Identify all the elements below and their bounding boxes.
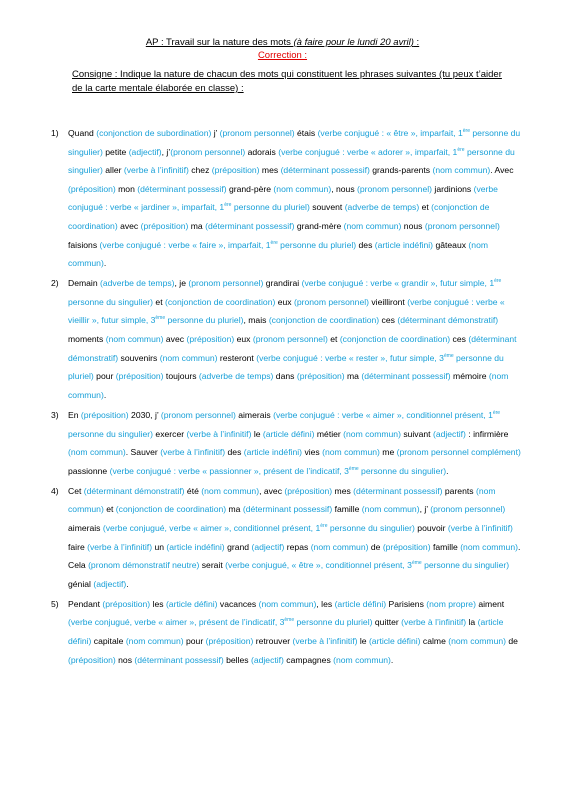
sentence-text: été (184, 485, 202, 496)
sentence-text: la (466, 617, 478, 628)
grammar-annotation: (adjectif) (93, 578, 127, 589)
grammar-annotation: (conjonction de coordination) (68, 202, 490, 231)
grammar-annotation: ère (492, 410, 501, 417)
grammar-annotation: (pronom personnel) (252, 334, 328, 345)
grammar-annotation: (conjonction de coordination) (115, 504, 227, 515)
sentence-text: ces (379, 315, 398, 326)
grammar-annotation: (verbe conjugué : « être », imparfait, 1 (317, 128, 463, 138)
item-number: 2) (51, 278, 59, 289)
grammar-annotation: (préposition) (296, 371, 345, 382)
grammar-annotation: (déterminant possessif) (353, 485, 443, 496)
exercise-item (45, 482, 525, 594)
grammar-annotation: (article défini) (262, 428, 315, 439)
sentence-text: , mais (243, 315, 269, 326)
grammar-annotation: (déterminant démonstratif) (68, 334, 517, 363)
sentence-text: vacances (217, 598, 259, 609)
grammar-annotation: (verbe conjugué : verbe « grandir », futur simple, 1 (301, 278, 495, 289)
grammar-annotation: personne du singulier) (421, 560, 510, 571)
grammar-annotation: (nom commun) (105, 334, 164, 345)
grammar-annotation: personne du singulier) (68, 428, 154, 439)
sentence-text: mon (115, 183, 138, 194)
grammar-annotation: (déterminant possessif) (280, 165, 370, 176)
sentence-text: pour (93, 371, 116, 382)
grammar-annotation: (verbe à l’infinitif) (160, 447, 226, 458)
grammar-annotation: (pronom personnel) (294, 296, 369, 307)
grammar-annotation: (verbe conjugué : verbe « jardiner », imparfait, 1 (68, 183, 498, 213)
grammar-annotation: personne du singulier) (68, 146, 515, 176)
grammar-annotation: (verbe conjugué : verbe « rester », futur simple, 3 (256, 352, 444, 363)
sentence-text: famille (430, 541, 461, 552)
sentence-text: mémoire (450, 371, 489, 382)
grammar-annotation: (verbe à l’infinitif) (401, 617, 467, 628)
grammar-annotation: (adjectif) (432, 428, 466, 439)
grammar-annotation: (préposition) (211, 165, 260, 176)
grammar-annotation: (pronom personnel) (430, 504, 506, 515)
grammar-annotation: (préposition) (68, 654, 116, 665)
title-suffix: : (413, 37, 420, 48)
sentence-text: métier (314, 428, 344, 439)
grammar-annotation: (article défini) (368, 636, 421, 647)
sentence-text: génial (68, 578, 94, 589)
sentence-text: grandirai (263, 278, 302, 289)
grammar-annotation: (adjectif) (250, 654, 284, 665)
sentence-text: , les (316, 598, 335, 609)
sentence-text: eux (234, 334, 253, 345)
sentence-text: nous (401, 220, 425, 231)
grammar-annotation: (déterminant possessif) (242, 504, 333, 515)
grammar-annotation: (nom commun) (343, 220, 402, 231)
sentence-text: et (327, 334, 340, 345)
sentence-text: suivant (400, 428, 433, 439)
grammar-annotation: (pronom personnel) (160, 409, 236, 420)
sentence-text: étais (294, 128, 318, 138)
grammar-annotation: (pronom personnel) (357, 183, 433, 194)
sentence-text: . Sauver (125, 447, 161, 458)
sentence-text: souvent (309, 202, 345, 213)
sentence-text: . (446, 465, 449, 476)
sentence-text: aimerais (235, 409, 274, 420)
grammar-annotation: (préposition) (115, 371, 164, 382)
item-sentence (68, 595, 525, 669)
correction-label: Correction : (257, 50, 308, 61)
grammar-annotation: (nom commun) (68, 371, 509, 400)
grammar-annotation: (verbe conjugué : verbe « aimer », conditionnel présent, 1 (273, 409, 493, 420)
grammar-annotation: (déterminant possessif) (137, 183, 227, 194)
sentence-text: ces (450, 334, 469, 345)
grammar-annotation: (verbe conjugué : verbe « passionner », présent de l’indicatif, 3 (109, 465, 349, 476)
grammar-annotation: personne du pluriel) (231, 202, 310, 213)
grammar-annotation: (déterminant possessif) (361, 371, 451, 382)
grammar-annotation: (article indéfini) (243, 447, 303, 458)
sentence-text: passionne (68, 465, 110, 476)
grammar-annotation: (préposition) (80, 409, 129, 420)
grammar-annotation: ème (155, 315, 166, 322)
grammar-annotation: (nom commun) (159, 352, 218, 363)
grammar-annotation: (nom commun) (322, 447, 380, 458)
grammar-annotation: (conjonction de coordination) (339, 334, 451, 345)
grammar-annotation: ère (462, 128, 471, 135)
sentence-text: quitter (372, 617, 402, 628)
grammar-annotation: (verbe à l’infinitif) (87, 541, 153, 552)
grammar-annotation: (pronom démonstratif neutre) (88, 560, 200, 571)
grammar-annotation: (verbe conjugué : verbe « adorer », imparfait, 1 (278, 146, 458, 157)
sentence-text: pouvoir (414, 522, 448, 533)
item-number: 4) (51, 485, 59, 496)
grammar-annotation: (déterminant possessif) (205, 220, 295, 231)
sentence-text: resteront (217, 352, 257, 363)
grammar-annotation: personne du pluriel) (165, 315, 244, 326)
grammar-annotation: (verbe à l’infinitif) (292, 636, 358, 647)
sentence-text: ma (344, 371, 362, 382)
grammar-annotation: ème (348, 465, 359, 472)
sentence-text: exercer (153, 428, 187, 439)
grammar-annotation: (déterminant démonstratif) (83, 485, 185, 496)
sentence-text: dans (273, 371, 297, 382)
sentence-text: campagnes (283, 654, 334, 665)
document-title (0, 36, 565, 49)
grammar-annotation: personne du pluriel) (277, 239, 357, 250)
sentence-text: . (103, 389, 107, 400)
sentence-text: de (368, 541, 383, 552)
sentence-text: gâteaux (433, 239, 469, 250)
grammar-annotation: (nom commun) (125, 636, 184, 647)
grammar-annotation: (verbe conjugué : verbe « vieillir », futur simple, 3 (68, 296, 505, 326)
grammar-annotation: (nom commun) (333, 654, 391, 665)
sentence-text: des (225, 447, 244, 458)
sentence-text: avec (163, 334, 187, 345)
grammar-annotation: (verbe à l’infinitif) (447, 522, 513, 533)
sentence-text: grand-mère (294, 220, 344, 231)
grammar-annotation: (adverbe de temps) (100, 278, 175, 289)
sentence-text: grands-parents (369, 165, 433, 176)
grammar-annotation: ère (457, 146, 465, 153)
grammar-annotation: (préposition) (68, 183, 116, 194)
grammar-annotation: (nom commun) (361, 504, 420, 515)
grammar-annotation: (verbe conjugué : verbe « faire », imparfait, 1 (99, 239, 271, 250)
title-due-date: (à faire pour le lundi 20 avril) (293, 37, 414, 48)
grammar-annotation: ère (494, 278, 502, 285)
sentence-text: calme (420, 636, 449, 647)
grammar-annotation: (nom commun) (460, 541, 518, 552)
sentence-text: faisions (68, 239, 100, 250)
sentence-text: : infirmière (465, 428, 509, 439)
exercise-list (45, 124, 525, 671)
grammar-annotation: (article défini) (165, 598, 218, 609)
item-number: 1) (51, 128, 59, 138)
sentence-text: toujours (163, 371, 199, 382)
sentence-text: . (126, 578, 129, 589)
sentence-text: adorais (245, 146, 279, 157)
grammar-annotation: (préposition) (382, 541, 431, 552)
grammar-annotation: (préposition) (140, 220, 189, 231)
sentence-text: jardinions (432, 183, 474, 194)
sentence-text: , j’ (161, 146, 171, 157)
sentence-text: Pendant (68, 598, 103, 609)
sentence-text: ma (188, 220, 206, 231)
grammar-annotation: personne du singulier) (68, 128, 521, 157)
sentence-text: avec (117, 220, 141, 231)
grammar-annotation: (nom commun) (68, 239, 489, 269)
sentence-text: petite (102, 146, 129, 157)
sentence-text: , je (174, 278, 189, 289)
grammar-annotation: (article défini) (334, 598, 387, 609)
grammar-annotation: (nom propre) (426, 598, 476, 609)
sentence-text: me (379, 447, 397, 458)
sentence-text: grand (224, 541, 252, 552)
grammar-annotation: (nom commun) (68, 485, 496, 515)
exercise-item (45, 406, 525, 480)
grammar-annotation: (nom commun) (310, 541, 369, 552)
item-sentence (68, 124, 525, 273)
sentence-text: vies (302, 447, 323, 458)
sentence-text: faire (68, 541, 88, 552)
sentence-text: et (419, 202, 432, 213)
exercise-item (45, 124, 525, 273)
grammar-annotation: (nom commun) (68, 447, 126, 458)
item-number: 5) (51, 598, 59, 609)
title-prefix: AP : Travail sur la nature des mots (145, 37, 294, 48)
sentence-text: moments (68, 334, 106, 345)
grammar-annotation: (conjonction de coordination) (268, 315, 380, 326)
sentence-text: et (103, 504, 116, 515)
grammar-annotation: ème (443, 352, 454, 359)
sentence-text: capitale (91, 636, 126, 647)
sentence-text: . (103, 258, 107, 269)
grammar-annotation: (article indéfini) (166, 541, 225, 552)
sentence-text: parents (442, 485, 476, 496)
sentence-text: Demain (68, 278, 100, 289)
sentence-text: un (152, 541, 167, 552)
grammar-annotation: (pronom personnel complément) (396, 447, 521, 458)
grammar-annotation: personne du singulier) (68, 296, 154, 307)
grammar-annotation: (pronom personnel) (170, 146, 246, 157)
grammar-annotation: (conjonction de subordination) (96, 128, 212, 138)
sentence-text: serait (199, 560, 226, 571)
grammar-annotation: (préposition) (205, 636, 254, 647)
item-sentence (68, 482, 525, 594)
sentence-text: En (68, 409, 81, 420)
grammar-annotation: ère (320, 523, 328, 530)
sentence-text: mes (259, 165, 281, 176)
sentence-text: le (251, 428, 263, 439)
sentence-text: de (506, 636, 518, 647)
item-number: 3) (51, 409, 59, 420)
sentence-text: belles (223, 654, 251, 665)
grammar-annotation: (verbe conjugué, verbe « aimer », conditionnel présent, 1 (102, 522, 321, 533)
sentence-text: aiment (475, 598, 505, 609)
grammar-annotation: personne du singulier) (358, 465, 447, 476)
grammar-annotation: ère (224, 202, 232, 209)
sentence-text: nos (115, 654, 135, 665)
grammar-annotation: personne du pluriel) (294, 617, 373, 628)
grammar-annotation: (déterminant démonstratif) (397, 315, 499, 326)
grammar-annotation: (nom commun) (432, 165, 491, 176)
grammar-annotation: (adjectif) (251, 541, 285, 552)
sentence-text: le (357, 636, 369, 647)
sentence-text: . Cela (68, 541, 521, 571)
grammar-annotation: (verbe conjugué, verbe « aimer », présent de l’indicatif, 3 (68, 617, 285, 628)
grammar-annotation: (adjectif) (128, 146, 162, 157)
sentence-text: vieilliront (369, 296, 408, 307)
sentence-text: ma (226, 504, 243, 515)
sentence-text: Quand (68, 128, 97, 138)
grammar-annotation: (adverbe de temps) (344, 202, 420, 213)
grammar-annotation: personne du singulier) (327, 522, 415, 533)
header (0, 36, 565, 62)
sentence-text: souvenirs (118, 352, 160, 363)
item-sentence (68, 406, 525, 480)
grammar-annotation: (verbe conjugué, « être », conditionnel présent, 3 (225, 560, 412, 571)
grammar-annotation: (verbe à l’infinitif) (123, 165, 189, 176)
sentence-text: Cet (68, 485, 84, 496)
sentence-text: grand-père (226, 183, 274, 194)
grammar-annotation: ème (411, 560, 422, 567)
sentence-text: , j’ (419, 504, 431, 515)
sentence-text: chez (188, 165, 212, 176)
grammar-annotation: (conjonction de coordination) (165, 296, 276, 307)
exercise-item (45, 274, 525, 404)
grammar-annotation: (nom commun) (343, 428, 401, 439)
sentence-text: repas (284, 541, 311, 552)
sentence-text: , avec (259, 485, 285, 496)
grammar-annotation: ème (284, 617, 295, 624)
instruction: Consigne : Indique la nature de chacun des mots qui constituent les phrases suivantes (tu peux t’aider de la carte mentale élaborée en classe) : (72, 69, 502, 94)
grammar-annotation: (nom commun) (258, 598, 317, 609)
grammar-annotation: ère (270, 239, 278, 246)
grammar-annotation: (article indéfini) (374, 239, 434, 250)
sentence-text: les (150, 598, 166, 609)
grammar-annotation: (préposition) (102, 598, 151, 609)
sentence-text: , nous (331, 183, 358, 194)
sentence-text: 2030, j’ (128, 409, 161, 420)
sentence-text: et (153, 296, 165, 307)
grammar-annotation: (pronom personnel) (219, 128, 295, 138)
sentence-text: famille (332, 504, 362, 515)
sentence-text: retrouver (253, 636, 293, 647)
sentence-text: mes (332, 485, 354, 496)
grammar-annotation: (préposition) (284, 485, 333, 496)
sentence-text: aimerais (68, 522, 103, 533)
sentence-text: Parisiens (386, 598, 427, 609)
grammar-annotation: (pronom personnel) (188, 278, 264, 289)
grammar-annotation: (préposition) (186, 334, 235, 345)
item-sentence (68, 274, 525, 404)
grammar-annotation: (pronom personnel) (424, 220, 500, 231)
grammar-annotation: (déterminant possessif) (134, 654, 224, 665)
sentence-text: pour (183, 636, 206, 647)
grammar-annotation: (verbe à l’infinitif) (186, 428, 252, 439)
grammar-annotation: (nom commun) (448, 636, 507, 647)
sentence-text: . (390, 654, 394, 665)
grammar-annotation: (nom commun) (201, 485, 260, 496)
sentence-text: aller (102, 165, 124, 176)
exercise-item (45, 595, 525, 669)
sentence-text: j’ (211, 128, 220, 138)
sentence-text: eux (275, 296, 294, 307)
grammar-annotation: personne du pluriel) (68, 352, 504, 382)
grammar-annotation: (adverbe de temps) (198, 371, 274, 382)
sentence-text: . Avec (490, 165, 514, 176)
sentence-text: des (356, 239, 375, 250)
grammar-annotation: (article défini) (68, 617, 504, 647)
grammar-annotation: (nom commun) (273, 183, 332, 194)
